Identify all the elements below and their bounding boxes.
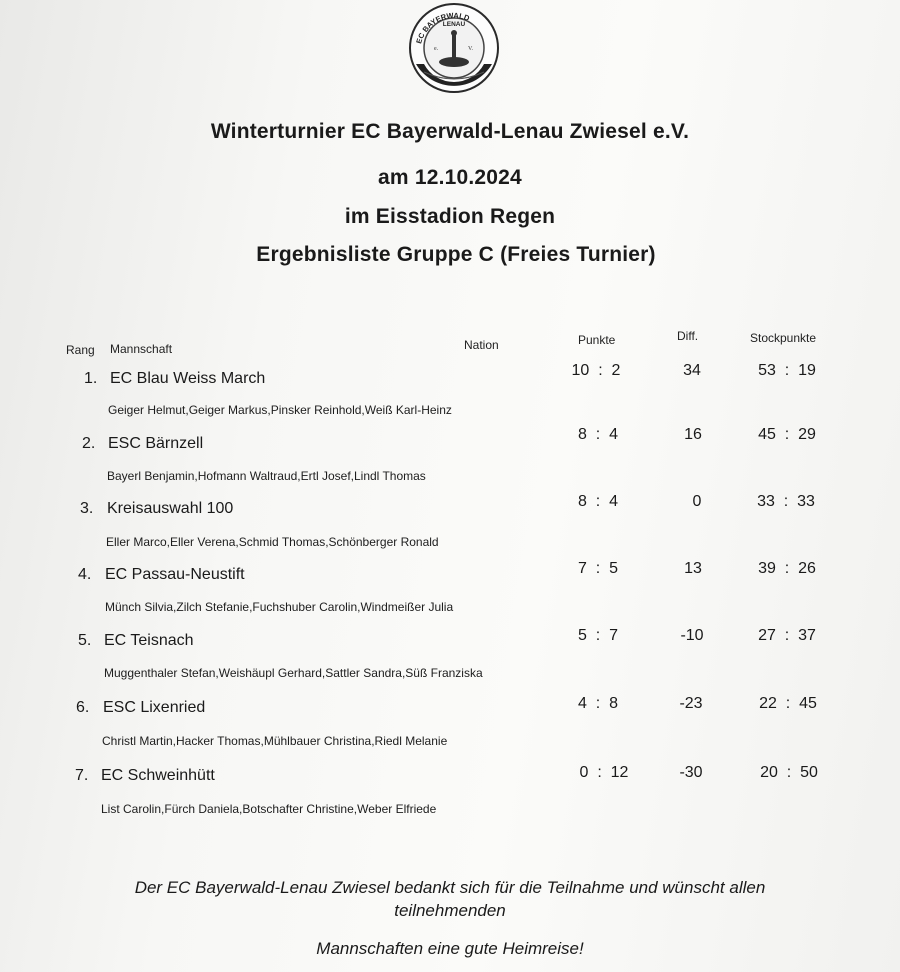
result-rank: 7. bbox=[75, 767, 89, 784]
result-players: Eller Marco,Eller Verena,Schmid Thomas,Schönberger Ronald bbox=[106, 535, 439, 549]
logo-text-top: EC BAYERWALD bbox=[414, 10, 471, 45]
result-stockpunkte: 45 : 29 bbox=[758, 426, 816, 443]
result-diff: 13 bbox=[684, 560, 702, 577]
result-punkte: 0 : 12 bbox=[579, 764, 629, 781]
result-team: EC Schweinhütt bbox=[101, 767, 215, 784]
result-diff: 0 bbox=[692, 493, 702, 510]
result-rank: 6. bbox=[76, 699, 90, 716]
result-punkte: 4 : 8 bbox=[577, 695, 619, 712]
result-players: Muggenthaler Stefan,Weishäupl Gerhard,Sattler Sandra,Süß Franziska bbox=[104, 666, 483, 680]
result-team: Kreisauswahl 100 bbox=[107, 500, 234, 517]
result-team: EC Passau-Neustift bbox=[105, 566, 245, 583]
result-diff: -30 bbox=[679, 764, 703, 781]
result-diff: -10 bbox=[680, 627, 704, 644]
result-punkte: 7 : 5 bbox=[577, 560, 619, 577]
result-players: Bayerl Benjamin,Hofmann Waltraud,Ertl Josef,Lindl Thomas bbox=[107, 469, 426, 483]
result-punkte: 8 : 4 bbox=[577, 493, 619, 510]
column-header-diff: Diff. bbox=[677, 329, 699, 343]
result-players: Geiger Helmut,Geiger Markus,Pinsker Reinhold,Weiß Karl-Heinz bbox=[108, 403, 452, 417]
result-rank: 1. bbox=[84, 370, 98, 387]
result-rank: 2. bbox=[82, 435, 96, 452]
column-header-punkte: Punkte bbox=[578, 333, 616, 347]
column-header-mannschaft: Mannschaft bbox=[110, 342, 173, 356]
result-team: EC Blau Weiss March bbox=[110, 370, 266, 387]
result-players: Christl Martin,Hacker Thomas,Mühlbauer Christina,Riedl Melanie bbox=[102, 734, 448, 748]
title-line-1: Winterturnier EC Bayerwald-Lenau Zwiesel e.V. bbox=[210, 120, 690, 143]
result-rank: 4. bbox=[78, 566, 92, 583]
result-team: EC Teisnach bbox=[104, 632, 194, 649]
footer-line-1: Der EC Bayerwald-Lenau Zwiesel bedankt sich für die Teilnahme und wünscht allen bbox=[134, 878, 766, 897]
title-venue: im Eisstadion Regen bbox=[344, 205, 556, 228]
result-punkte: 10 : 2 bbox=[571, 362, 621, 379]
result-punkte: 8 : 4 bbox=[577, 426, 619, 443]
curling-stock-icon bbox=[439, 57, 469, 67]
result-players: Münch Silvia,Zilch Stefanie,Fuchshuber Carolin,Windmeißer Julia bbox=[105, 600, 454, 614]
logo-text-mid: LENAU bbox=[442, 21, 466, 28]
column-header-stockpunkte: Stockpunkte bbox=[750, 331, 817, 345]
result-diff: 34 bbox=[683, 362, 701, 379]
result-stockpunkte: 22 : 45 bbox=[759, 695, 817, 712]
result-stockpunkte: 33 : 33 bbox=[757, 493, 815, 510]
result-stockpunkte: 53 : 19 bbox=[758, 362, 816, 379]
result-team: ESC Lixenried bbox=[103, 699, 206, 716]
result-stockpunkte: 39 : 26 bbox=[758, 560, 816, 577]
title-date: am 12.10.2024 bbox=[378, 166, 522, 189]
result-diff: 16 bbox=[684, 426, 702, 443]
logo-text-v: V. bbox=[468, 46, 474, 52]
result-stockpunkte: 27 : 37 bbox=[758, 627, 816, 644]
result-players: List Carolin,Fürch Daniela,Botschafter Christine,Weber Elfriede bbox=[101, 802, 437, 816]
result-stockpunkte: 20 : 50 bbox=[760, 764, 818, 781]
footer-line-2: teilnehmenden bbox=[394, 901, 506, 920]
result-rank: 5. bbox=[78, 632, 92, 649]
result-punkte: 5 : 7 bbox=[577, 627, 619, 644]
title-group: Ergebnisliste Gruppe C (Freies Turnier) bbox=[256, 243, 656, 266]
footer-line-3: Mannschaften eine gute Heimreise! bbox=[316, 939, 584, 958]
result-team: ESC Bärnzell bbox=[108, 435, 204, 452]
club-logo bbox=[402, 2, 506, 98]
result-diff: -23 bbox=[679, 695, 703, 712]
column-header-nation: Nation bbox=[464, 338, 499, 352]
column-header-rang: Rang bbox=[66, 343, 95, 357]
logo-text-e: e. bbox=[434, 46, 439, 52]
result-rank: 3. bbox=[80, 500, 94, 517]
